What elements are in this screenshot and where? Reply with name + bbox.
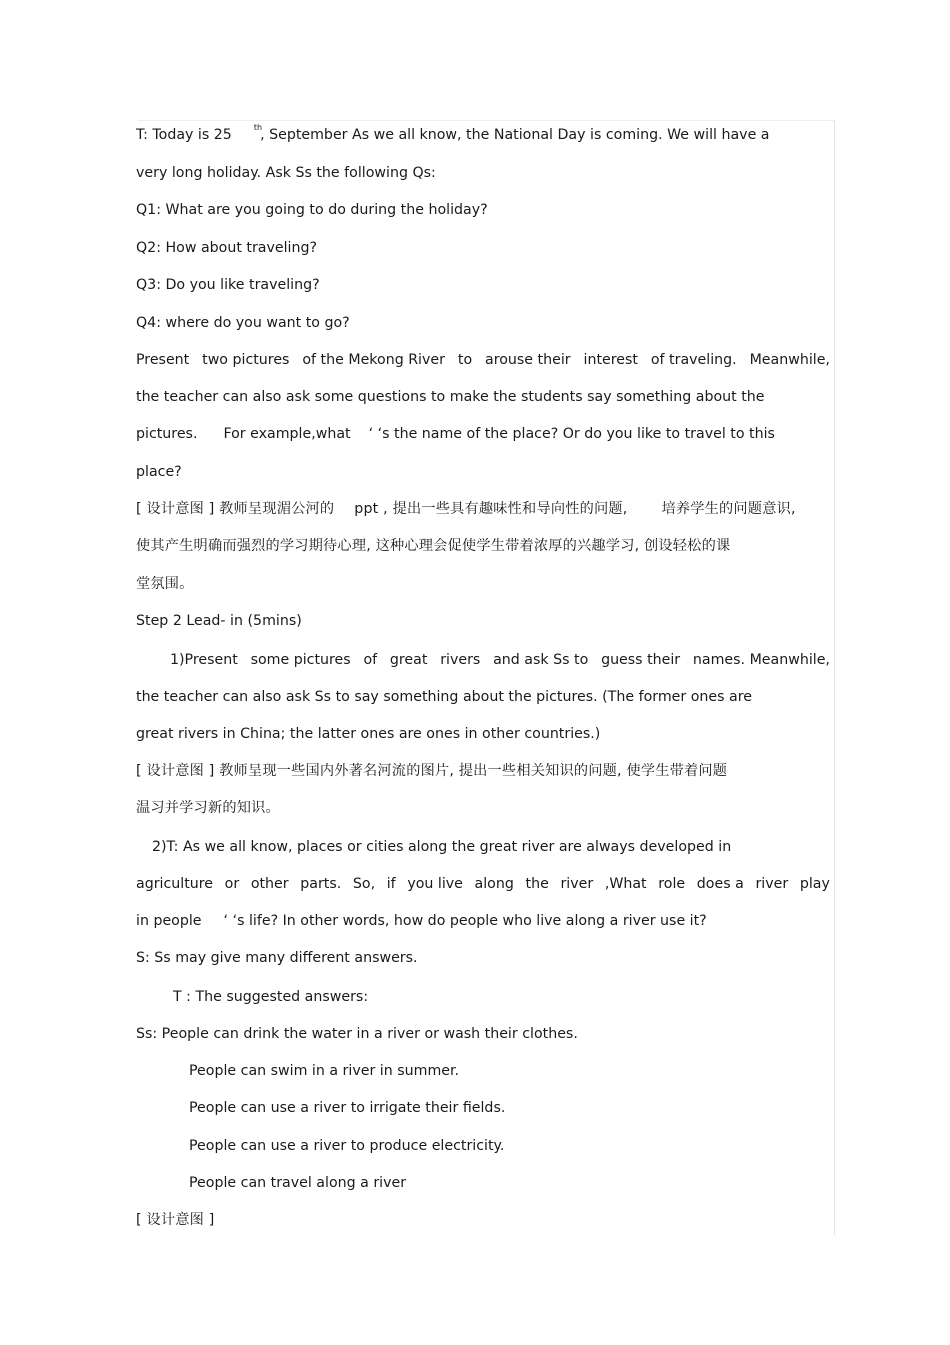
word: two pictures [202,352,290,368]
word: play [799,876,830,892]
word: rivers [440,652,481,668]
word: and ask Ss to [493,652,589,668]
word: names. Meanwhile, [692,652,830,668]
text-line: 使其产生明确而强烈的学习期待心理, 这种心理会促使学生带着浓厚的兴趣学习, 创设轻松的课 [136,538,731,554]
text-line: great rivers in China; the latter ones are ones in other countries.) [136,726,601,742]
text-line: place? [136,464,182,480]
word: if [386,876,396,892]
question-3: Q3: Do you like traveling? [136,277,320,293]
word: role [658,876,686,892]
answer-line: People can use a river to produce electricity. [189,1138,505,1154]
word: guess their [601,652,681,668]
word: the [525,876,549,892]
text-run: , September As we all know, the National Day is coming. We will have a [260,127,770,143]
text-run: T: Today is 25 [136,127,232,143]
word: parts. [300,876,342,892]
superscript: th [253,123,263,132]
word: some pictures [250,652,351,668]
design-intent-line: [ 设计意图 ] 教师呈现一些国内外著名河流的图片, 提出一些相关知识的问题, 使学生带着问题 [136,763,728,779]
text-line: S: Ss may give many different answers. [136,950,418,966]
text-line [136,123,770,146]
text-line [136,425,775,443]
word: interest [583,352,638,368]
word: ,What [604,876,647,892]
text-run: pictures. [136,426,198,442]
word: river [755,876,789,892]
text-line: the teacher can also ask some questions to make the students say something about the [136,389,765,405]
text-line: 2)T: As we all know, places or cities along the great river are always developed in [152,839,732,855]
justified-line [136,351,830,369]
word: of the Mekong River [302,352,445,368]
justified-line [170,651,830,669]
word: agriculture [136,876,214,892]
word: to [457,352,473,368]
word: 1)Present [170,652,238,668]
word: Present [136,352,190,368]
answer-line: People can travel along a river [189,1175,407,1191]
answer-line: People can swim in a river in summer. [189,1063,460,1079]
design-intent-line: [ 设计意图 ] [136,1212,215,1228]
text-line: 堂氛围。 [136,576,194,592]
word: of [363,652,378,668]
page-top-rule [138,120,835,121]
design-intent-line [136,500,796,518]
question-1: Q1: What are you going to do during the holiday? [136,202,488,218]
word: great [389,652,428,668]
text-line: the teacher can also ask Ss to say something about the pictures. (The former ones are [136,689,752,705]
word: river [560,876,594,892]
text-run: in people [136,913,202,929]
text-run: 培养学生的问题意识, [661,501,796,517]
step-heading: Step 2 Lead- in (5mins) [136,613,302,629]
word: Meanwhile, [749,352,830,368]
page-right-rule [834,120,835,1235]
text-line [136,912,707,930]
word: you live [407,876,463,892]
text-run: ‘ ‘s the name of the place? Or do you like to travel to this [368,426,775,442]
text-run: For example,what [223,426,351,442]
text-line: very long holiday. Ask Ss the following Qs: [136,165,436,181]
text-run: [ 设计意图 ] 教师呈现湄公河的 [136,501,335,517]
question-4: Q4: where do you want to go? [136,315,350,331]
answer-line: Ss: People can drink the water in a river or wash their clothes. [136,1026,578,1042]
text-run: ppt , 提出一些具有趣味性和导向性的问题, [354,501,628,517]
word: does a [696,876,744,892]
text-line: T : The suggested answers: [173,989,369,1005]
justified-line [136,875,830,893]
word: arouse their [485,352,571,368]
word: other [250,876,289,892]
question-2: Q2: How about traveling? [136,240,318,256]
word: along [474,876,514,892]
word: or [224,876,240,892]
word: of traveling. [650,352,737,368]
answer-line: People can use a river to irrigate their fields. [189,1100,506,1116]
text-line: 温习并学习新的知识。 [136,800,280,816]
word: So, [352,876,376,892]
text-run: ‘ ‘s life? In other words, how do people who live along a river use it? [223,913,707,929]
